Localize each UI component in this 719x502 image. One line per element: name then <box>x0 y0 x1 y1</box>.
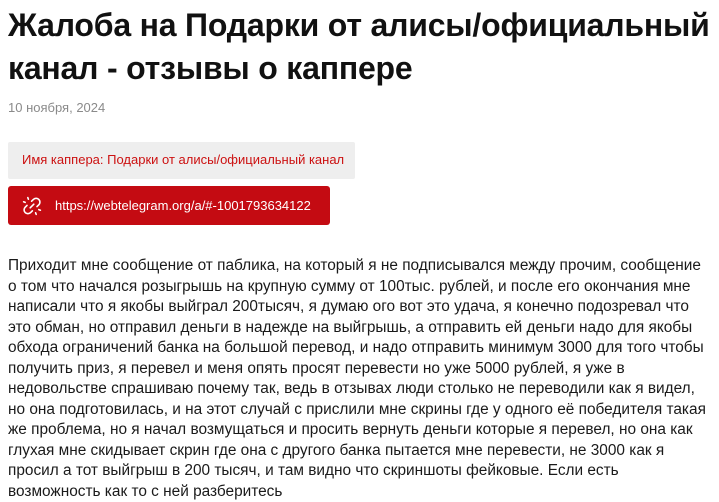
review-text: Приходит мне сообщение от паблика, на который я не подписывался между прочим, сообщение о том что начался розыгрышь на крупную сумму от 100тыс. рублей, и после его окончания мне написали что я якобы выйграл 200тысяч, я думаю ого вот это удача, я конечно подозревал что это обман, но отправил деньги в надежде на выйгрышь, а отправить ей деньги надо для якобы обхода ограничений банка на большой перевод, и надо отправить минимум 3000 для того чтобы получить приз, я перевел и меня опять просят перевести но уже 5000 рублей, я уже в недовольстве спрашиваю почему так, ведь в отзывах люди столько не переводили как я видел, но она подготовилась, и на этот случай с прислили мне скрины где у одного её победителя такая же проблема, но я начал возмущаться и просить вернуть деньги которые я перевел, но она как глухая мне скидывает скрин где она с другого банка пытается мне перевести, не 3000 как я просил а тот выйгрыш в 200 тысяч, и там видно что скриншоты фейковые. Если есть возможность как то с ней разберитесь <box>8 257 706 500</box>
telegram-link-button[interactable] <box>8 186 330 225</box>
capper-name-label: Имя каппера: Подарки от алисы/официальный канал <box>8 142 355 179</box>
publish-date: 10 ноября, 2024 <box>8 100 106 115</box>
article <box>8 0 713 502</box>
link-url-text: https://webtelegram.org/a/#-1001793634122 <box>55 198 311 213</box>
broken-link-icon <box>22 196 42 216</box>
page-title: Жалоба на Подарки от алисы/официальный канал - отзывы о каппере <box>8 7 710 86</box>
